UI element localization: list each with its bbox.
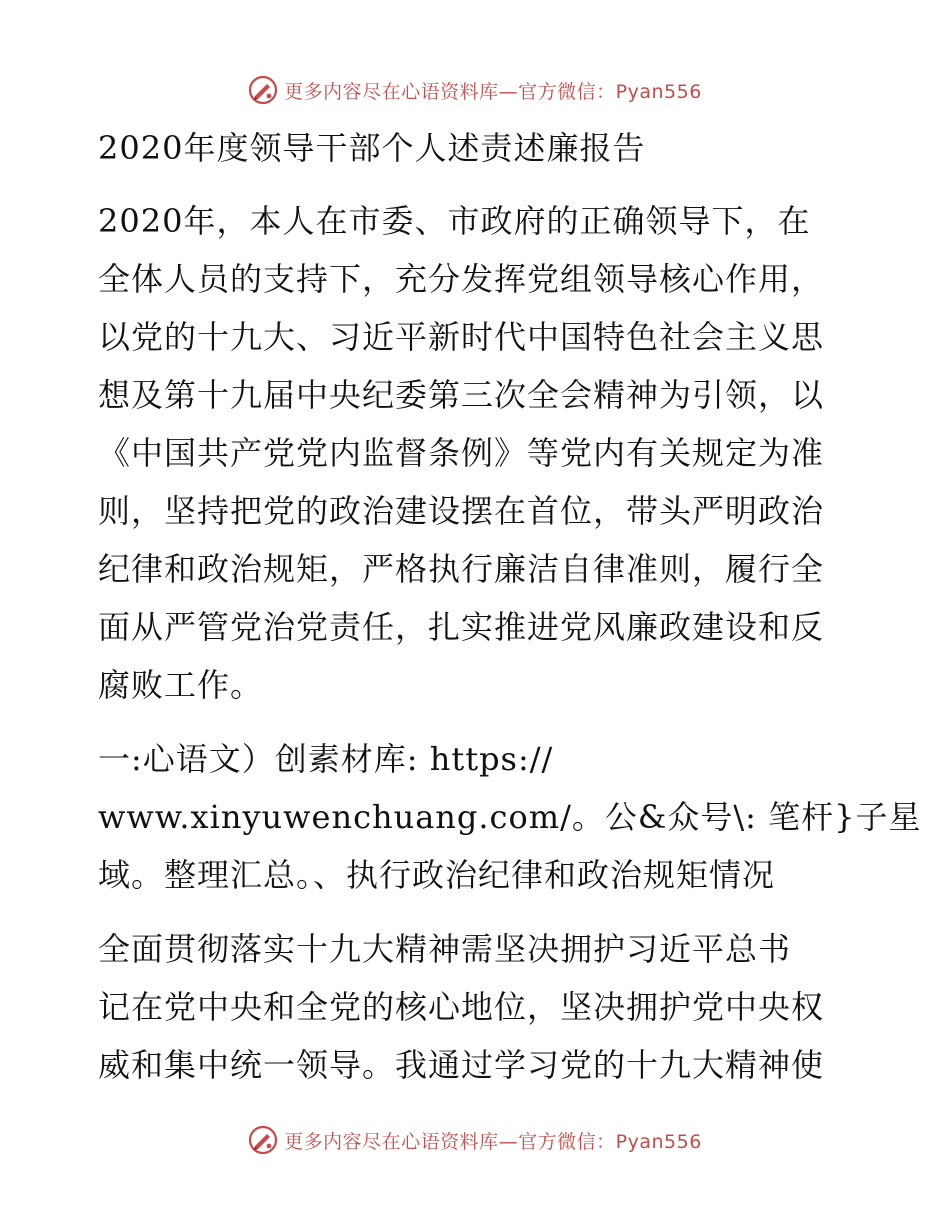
document-title: 2020年度领导干部个人述责述廉报告 [98, 129, 646, 167]
paragraph-section-body [98, 920, 858, 1094]
text-line: 记在党中央和全党的核心地位，坚决拥护党中央权 [98, 988, 825, 1026]
text-line: 纪律和政治规矩，严格执行廉洁自律准则，履行全 [98, 550, 825, 588]
text-line: 全体人员的支持下，充分发挥党组领导核心作用， [98, 260, 825, 298]
text-line: 威和集中统一领导。我通过学习党的十九大精神使 [98, 1046, 825, 1084]
paragraph-intro [98, 192, 858, 714]
text-line: 想及第十九届中央纪委第三次全会精神为引领，以 [98, 376, 825, 414]
text-line: 2020年，本人在市委、市政府的正确领导下，在 [98, 202, 811, 240]
text-line: 则，坚持把党的政治建设摆在首位，带头严明政治 [98, 492, 825, 530]
watermark-text: 更多内容尽在心语资料库—官方微信：Pyan556 [284, 80, 702, 103]
header-watermark-banner [0, 72, 950, 108]
footer-watermark-banner [0, 1122, 950, 1158]
document-body [98, 120, 922, 1094]
text-line: 面从严管党治党责任，扎实推进党风廉政建设和反 [98, 608, 825, 646]
text-line: 腐败工作。 [98, 666, 264, 704]
pen-logo-icon [248, 75, 278, 105]
text-line: 以党的十九大、习近平新时代中国特色社会主义思 [98, 318, 825, 356]
text-line: 一:心语文）创素材库: https:// [98, 740, 554, 778]
text-line: 《中国共产党党内监督条例》等党内有关规定为准 [98, 434, 825, 472]
text-line: 全面贯彻落实十九大精神需坚决拥护习近平总书 [98, 930, 792, 968]
text-line: 域。整理汇总。、执行政治纪律和政治规矩情况 [98, 856, 776, 894]
pen-logo-icon [248, 1125, 278, 1155]
paragraph-section-heading [98, 730, 922, 904]
text-line: www.xinyuwenchuang.com/。公&众号\: 笔杆}子星 [98, 798, 922, 836]
watermark-text: 更多内容尽在心语资料库—官方微信：Pyan556 [284, 1130, 702, 1153]
